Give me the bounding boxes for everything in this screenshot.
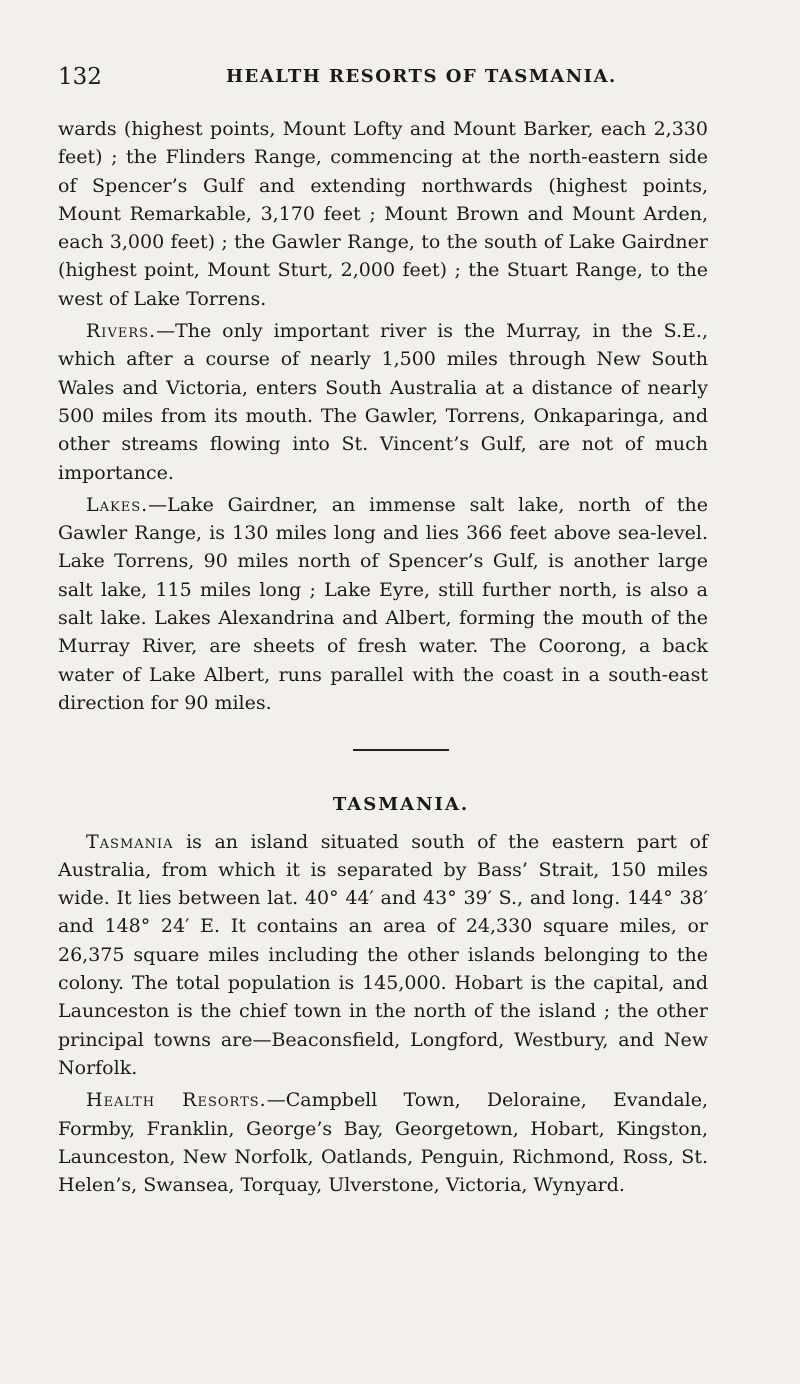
tasmania-text: is an island situated south of the eastern part of Australia, from which it is separated by Bass’ Strait, 150 miles wide. It lies between lat. 40° 44′ and 43° 39′ S., and long. 144° 38′ and 148° 24′ E. It contains an area of 24,330 square miles, or 26,375 square miles including the other islands belonging to the colony. The total population is 145,000. Hobart is the capital, and Launceston is the chief town in the north of the island ; the other principal towns are—Beaconsfield, Longford, Westbury, and New Norfolk. [58,830,708,1079]
lakes-text: —Lake Gairdner, an immense salt lake, north of the Gawler Range, is 130 miles long and lies 366 feet above sea-level. Lake Torrens, 90 miles north of Spencer’s Gulf, is another large salt lake, 115 miles long ; Lake Eyre, still further north, is also a salt lake. Lakes Alexandrina and Albert, forming the mouth of the Murray River, are sheets of fresh water. The Coorong, a back water of Lake Albert, runs parallel with the coast in a south-east direction for 90 miles. [58,493,708,714]
health-resorts-paragraph [58,1086,708,1199]
health-resorts-heading: Health Resorts. [86,1089,267,1112]
section-divider [353,749,449,751]
page-number: 132 [58,64,102,90]
rivers-paragraph [58,317,708,487]
tasmania-heading: Tasmania [86,830,174,853]
page-header [58,64,708,94]
section-title: TASMANIA. [332,794,470,816]
rivers-text: —The only important river is the Murray, in the S.E., which after a course of nearly 1,500 miles through New South Wales and Victoria, enters South Australia at a distance of nearly 500 miles from its mouth. The Gawler, Torrens, Onkaparinga, and other streams flowing into St. Vincent’s Gulf, are not of much importance. [58,320,708,484]
running-title: HEALTH RESORTS OF TASMANIA. [226,66,617,87]
health-resorts-text: —Campbell Town, Deloraine, Evandale, Formby, Franklin, George’s Bay, Georgetown, Hobart, Kingston, Launceston, New Norfolk, Oatlands, Penguin, Richmond, Ross, St. Helen’s, Swansea, Torquay, Ulverstone, Victoria, Wynyard. [58,1089,709,1197]
continued-paragraph: wards (highest points, Mount Lofty and Mount Barker, each 2,330 feet) ; the Flinders Range, commencing at the north-eastern side of Spencer’s Gulf and extending northwards (highest points, Mount Remarkable, 3,170 feet ; Mount Brown and Mount Arden, each 3,000 feet) ; the Gawler Range, to the south of Lake Gairdner (highest point, Mount Sturt, 2,000 feet) ; the Stuart Range, to the west of Lake Torrens. [58,118,708,310]
rivers-heading: Rivers. [86,320,157,343]
tasmania-paragraph [58,828,708,1083]
page-body [58,115,708,1199]
lakes-paragraph [58,491,708,717]
lakes-heading: Lakes. [86,493,149,516]
